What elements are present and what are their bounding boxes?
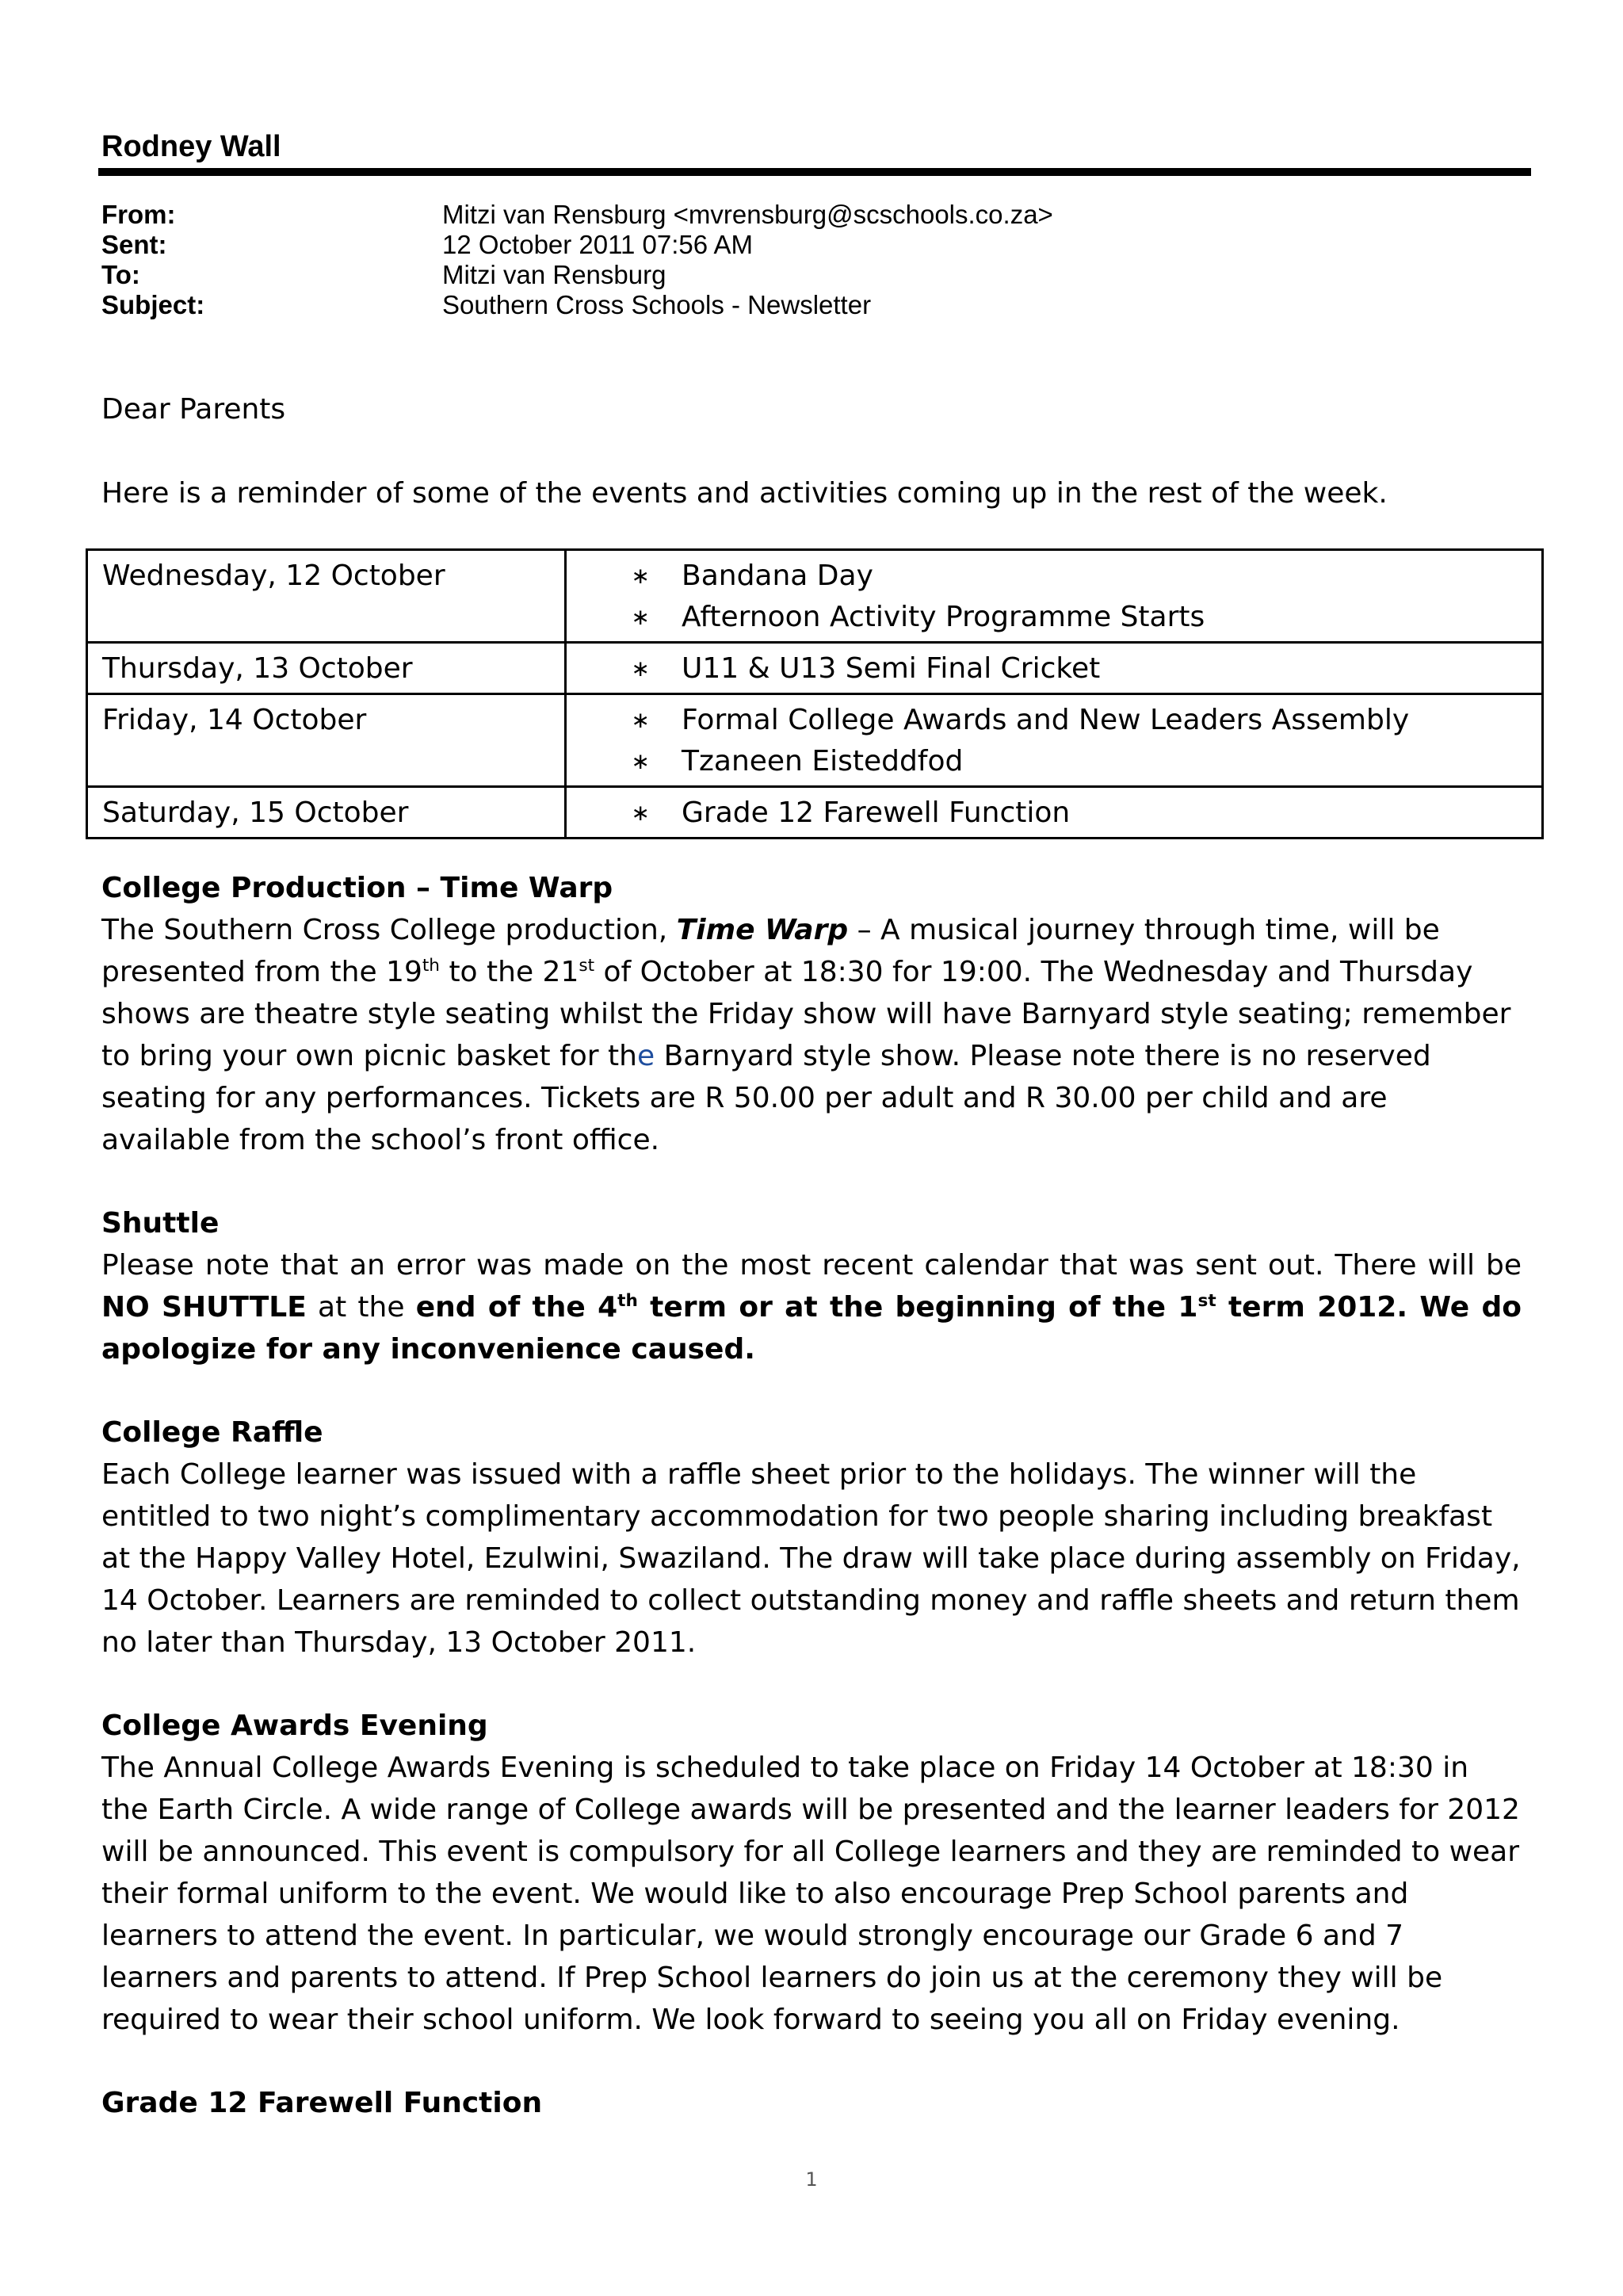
text-run: of October at 18:30 for 19:00. The Wednesday and Thursday shows are theatre style seating whilst the Friday show will have Barnyard style seating; remember to bring your own picnic basket for th (101, 956, 1511, 1072)
awards-paragraph: The Annual College Awards Evening is scheduled to take place on Friday 14 October at 18:30 in the Earth Circle. A wide range of College awards will be presented and the learner leaders for 2012 will be announced. This event is compulsory for all College learners and they are reminded to wear their formal uniform to the event. We would like to also encourage Prep School parents and learners to attend the event. In particular, we would strongly encourage our Grade 6 and 7 learners and parents to attend. If Prep School learners do join us at the ceremony they will be required to wear their school uniform. We look forward to seeing you all on Friday evening. (101, 1752, 1520, 2036)
event-item (567, 700, 1541, 741)
event-day: Wednesday, 12 October (87, 550, 566, 643)
mailbox-owner-name: Rodney Wall (101, 130, 281, 163)
superscript: st (579, 956, 595, 976)
email-from-row (101, 200, 1053, 230)
event-item (567, 597, 1541, 638)
sent-label: Sent: (101, 230, 167, 259)
event-items (566, 787, 1543, 839)
raffle-paragraph: Each College learner was issued with a raffle sheet prior to the holidays. The winner will the entitled to two night’s complimentary accommodation for two people sharing including breakfast at the Happy Valley Hotel, Ezulwini, Swaziland. The draw will take place during assembly on Friday, 14 October. Learners are reminded to collect outstanding money and raffle sheets and return them no later than Thursday, 13 October 2011. (101, 1458, 1521, 1659)
raffle-section (101, 1412, 1522, 1664)
text-run: at the (306, 1291, 416, 1324)
raffle-heading: College Raffle (101, 1416, 323, 1449)
event-item (567, 648, 1541, 690)
superscript: st (1197, 1291, 1216, 1311)
events-table (86, 548, 1544, 839)
table-row (87, 787, 1543, 839)
event-item-text: Afternoon Activity Programme Starts (682, 601, 1205, 633)
greeting: Dear Parents (101, 393, 286, 426)
email-header (101, 200, 1053, 320)
production-title: Time Warp (676, 914, 849, 946)
event-item-text: Bandana Day (682, 560, 873, 592)
production-section (101, 867, 1522, 1161)
farewell-heading: Grade 12 Farewell Function (101, 2087, 543, 2119)
event-item-text: Grade 12 Farewell Function (682, 797, 1071, 829)
text-run: term or at the beginning of the 1 (637, 1291, 1198, 1324)
page-number: 1 (805, 2168, 818, 2191)
text-run: NO SHUTTLE (101, 1291, 307, 1324)
text-run: end of the 4 (415, 1291, 618, 1324)
bullet-icon: ∗ (631, 748, 650, 774)
event-item (567, 793, 1541, 834)
event-item-text: U11 & U13 Semi Final Cricket (682, 652, 1101, 685)
intro-paragraph: Here is a reminder of some of the events and activities coming up in the rest of the week. (101, 477, 1388, 510)
email-subject-row (101, 290, 1053, 320)
bullet-icon: ∗ (631, 707, 650, 733)
email-sent-row (101, 230, 1053, 260)
header-divider (98, 168, 1531, 176)
bullet-icon: ∗ (631, 604, 650, 630)
text-run: term 2012. We do apologize for any inconvenience caused. (101, 1291, 1522, 1366)
text-run: The Southern Cross College production, (101, 914, 677, 946)
shuttle-section (101, 1202, 1522, 1370)
email-to-row (101, 260, 1053, 290)
from-value: Mitzi van Rensburg <mvrensburg@scschools.co.za> (442, 200, 1053, 229)
to-label: To: (101, 260, 140, 289)
subject-label: Subject: (101, 290, 205, 319)
superscript: th (422, 956, 440, 976)
table-row (87, 694, 1543, 787)
text-run: to the 21 (440, 956, 579, 988)
event-item (567, 556, 1541, 597)
table-row (87, 550, 1543, 643)
awards-section (101, 1705, 1522, 2041)
event-day: Thursday, 13 October (87, 643, 566, 694)
text-run: – A musical journey through time, will be presented from the 19 (101, 914, 1440, 988)
to-value: Mitzi van Rensburg (442, 260, 666, 289)
text-run: Please note that an error was made on the most recent calendar that was sent out. There will be (101, 1249, 1522, 1282)
bullet-icon: ∗ (631, 800, 650, 826)
text-run: Barnyard style show. Please note there is no reserved seating for any performances. Tickets are R 50.00 per adult and R 30.00 per child and are available from the school’s front office. (101, 1040, 1431, 1156)
awards-heading: College Awards Evening (101, 1710, 488, 1742)
event-items (566, 694, 1543, 787)
event-item-text: Tzaneen Eisteddfod (682, 745, 964, 777)
shuttle-heading: Shuttle (101, 1207, 220, 1240)
event-items (566, 643, 1543, 694)
table-row (87, 643, 1543, 694)
event-item (567, 741, 1541, 782)
event-day: Friday, 14 October (87, 694, 566, 787)
from-label: From: (101, 200, 176, 229)
bullet-icon: ∗ (631, 563, 650, 589)
text-run: e (636, 1040, 655, 1072)
bullet-icon: ∗ (631, 655, 650, 682)
superscript: th (617, 1291, 638, 1311)
sent-value: 12 October 2011 07:56 AM (442, 230, 753, 259)
event-items (566, 550, 1543, 643)
event-item-text: Formal College Awards and New Leaders Assembly (682, 704, 1410, 736)
event-day: Saturday, 15 October (87, 787, 566, 839)
shuttle-paragraph (101, 1244, 1522, 1370)
production-paragraph (101, 909, 1522, 1161)
production-heading: College Production – Time Warp (101, 872, 613, 904)
farewell-section (101, 2082, 1522, 2124)
subject-value: Southern Cross Schools - Newsletter (442, 290, 872, 319)
